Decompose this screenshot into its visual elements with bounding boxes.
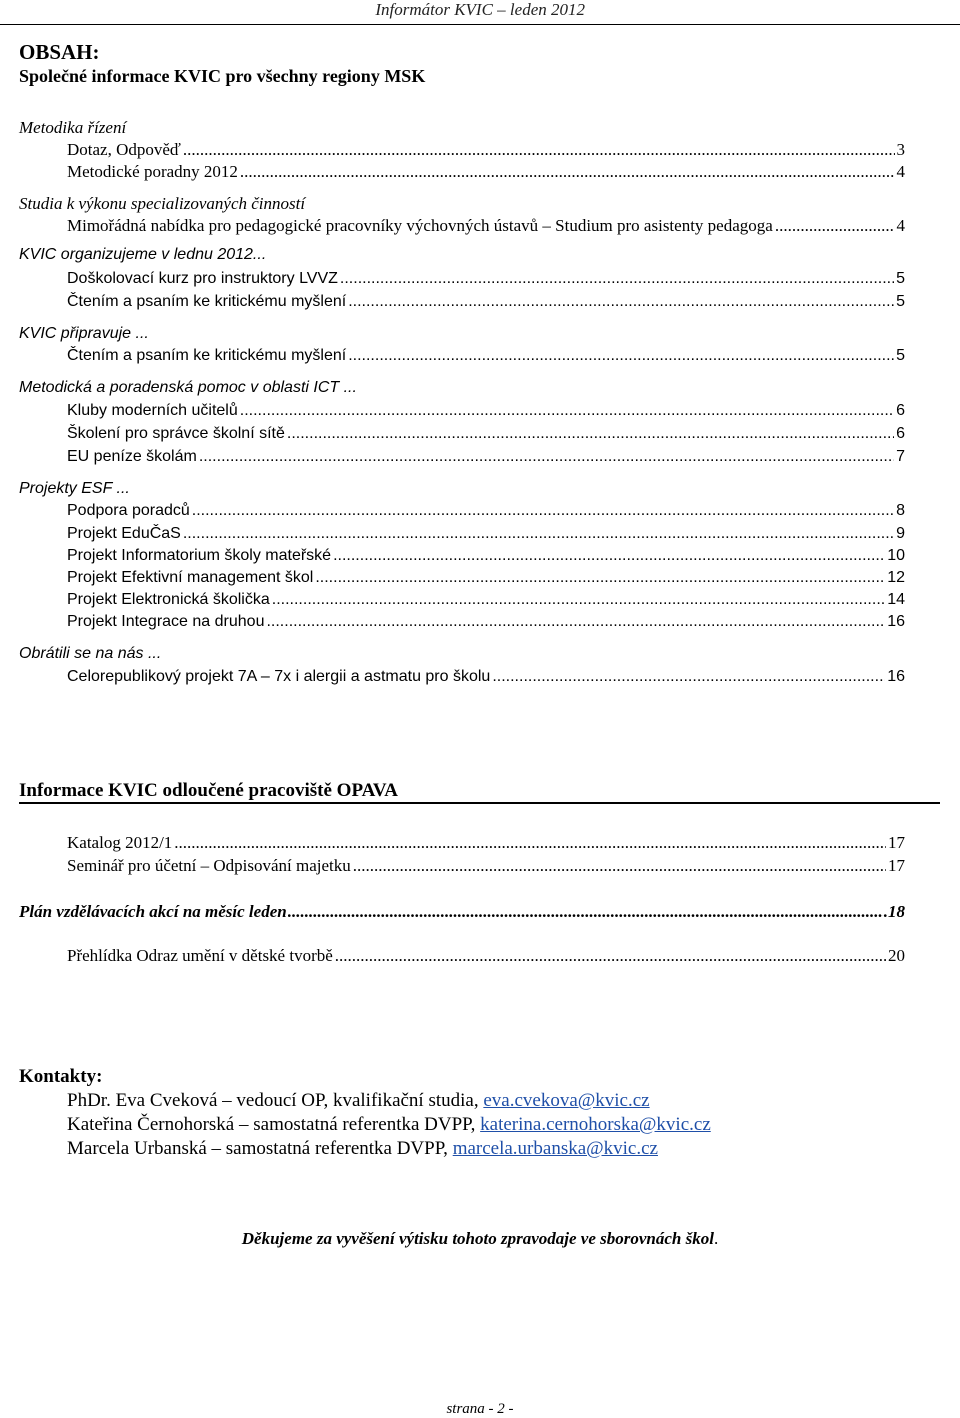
toc-entry-label: Čtením a psaním ke kritickému myšlení [67, 293, 347, 310]
toc-group-title: KVIC organizujeme v lednu 2012... [19, 246, 267, 263]
opava-section-title: Informace KVIC odloučené pracoviště OPAVA [19, 780, 398, 801]
toc-entry-label: EU peníze školám [67, 448, 197, 465]
toc-leader [240, 402, 894, 420]
toc-entry[interactable] [67, 140, 905, 160]
toc-entry-page: 14 [887, 591, 905, 608]
toc-leader [340, 270, 894, 288]
toc-entry-label: Přehlídka Odraz umění v dětské tvorbě [67, 946, 333, 965]
toc-entry[interactable] [67, 668, 905, 686]
toc-entry-page: 8 [896, 502, 905, 519]
toc-entry-label: Kluby moderních učitelů [67, 402, 238, 419]
toc-leader [287, 425, 894, 443]
toc-leader [199, 448, 894, 466]
toc-entry-page: 5 [896, 347, 905, 364]
toc-entry-label: Čtením a psaním ke kritickému myšlení [67, 347, 347, 364]
toc-entry-page: 5 [896, 293, 905, 310]
toc-entry-label: Metodické poradny 2012 [67, 162, 238, 181]
toc-entry-page: 17 [888, 856, 905, 875]
toc-leader [348, 293, 894, 311]
toc-entry-page: 4 [896, 162, 905, 181]
toc-entry-label: Projekt Efektivní management škol [67, 569, 314, 586]
toc-entry-page: 3 [896, 140, 905, 159]
thanks-note [0, 1229, 960, 1249]
toc-entry[interactable] [67, 347, 905, 365]
toc-leader [240, 162, 895, 182]
toc-entry[interactable] [67, 547, 905, 565]
contacts-title: Kontakty: [19, 1066, 103, 1087]
toc-entry-page: 7 [896, 448, 905, 465]
toc-leader [775, 216, 895, 236]
toc-entry-label: Seminář pro účetní – Odpisování majetku [67, 856, 351, 875]
toc-entry-label: Projekt Integrace na druhou [67, 613, 265, 630]
toc-entry[interactable] [67, 856, 905, 876]
toc-leader [174, 833, 886, 853]
toc-leader [353, 856, 886, 876]
thanks-period: . [713, 1229, 719, 1248]
toc-entry-page: 5 [896, 270, 905, 287]
toc-entry-page: 10 [887, 547, 905, 564]
toc-group-title: Metodická a poradenská pomoc v oblasti ICT ... [19, 379, 357, 396]
toc-entry[interactable] [67, 425, 905, 443]
opava-title-underline [19, 802, 940, 804]
toc-entry-page: 16 [887, 613, 905, 630]
toc-entry-label: Doškolovací kurz pro instruktory LVVZ [67, 270, 338, 287]
toc-entry[interactable] [67, 293, 905, 311]
toc-entry-page: 16 [887, 668, 905, 685]
toc-section-title: Společné informace KVIC pro všechny regiony MSK [19, 66, 426, 86]
running-header: Informátor KVIC – leden 2012 [375, 0, 585, 19]
toc-group-title: Metodika řízení [19, 118, 127, 137]
toc-group-title: Obrátili se na nás ... [19, 645, 162, 662]
toc-entry[interactable] [67, 502, 905, 520]
plan-entry[interactable] [19, 902, 905, 922]
contact-text: PhDr. Eva Cveková – vedoucí OP, kvalifikační studia, [67, 1090, 479, 1111]
toc-entry[interactable] [67, 402, 905, 420]
toc-leader [315, 569, 885, 587]
toc-leader [492, 668, 885, 686]
toc-heading: OBSAH: [19, 40, 100, 64]
toc-group-title: KVIC připravuje ... [19, 325, 149, 342]
toc-group-title: Projekty ESF ... [19, 480, 130, 497]
toc-entry-label: Školení pro správce školní sítě [67, 425, 285, 442]
toc-entry[interactable] [67, 162, 905, 182]
toc-leader [348, 347, 894, 365]
toc-leader [183, 140, 895, 160]
toc-entry-page: 12 [887, 569, 905, 586]
contact-email-link[interactable]: marcela.urbanska@kvic.cz [452, 1138, 658, 1159]
toc-entry-label: Podpora poradců [67, 502, 190, 519]
toc-entry-label: Katalog 2012/1 [67, 833, 173, 852]
toc-entry[interactable] [67, 613, 905, 631]
plan-entry-page: .18 [883, 902, 905, 921]
toc-entry-page: 6 [896, 402, 905, 419]
toc-entry-label: Projekt Informatorium školy mateřské [67, 547, 332, 564]
plan-entry-label: Plán vzdělávacích akcí na měsíc leden [19, 902, 287, 921]
toc-entry[interactable] [67, 448, 905, 466]
contact-line [67, 1090, 650, 1112]
toc-leader [335, 946, 886, 966]
toc-entry-label: Projekt EduČaS [67, 525, 181, 542]
toc-leader [333, 547, 885, 565]
toc-entry[interactable] [67, 216, 905, 236]
toc-group-title: Studia k výkonu specializovaných činností [19, 194, 306, 213]
toc-entry-page: 20 [888, 946, 905, 965]
toc-entry[interactable] [67, 270, 905, 288]
contact-text: Kateřina Černohorská – samostatná referentka DVPP, [67, 1114, 476, 1135]
toc-leader [288, 902, 883, 922]
contact-email-link[interactable]: katerina.cernohorska@kvic.cz [480, 1114, 711, 1135]
page-number: strana - 2 - [446, 1401, 514, 1417]
toc-entry[interactable] [67, 946, 905, 966]
toc-leader [266, 613, 885, 631]
toc-entry[interactable] [67, 569, 905, 587]
contact-text: Marcela Urbanská – samostatná referentka DVPP, [67, 1138, 448, 1159]
header-divider [0, 24, 960, 25]
toc-leader [192, 502, 894, 520]
toc-leader [183, 525, 894, 543]
toc-entry-label: Dotaz, Odpověď [67, 140, 181, 159]
thanks-text: Děkujeme za vyvěšení výtisku tohoto zpravodaje ve sborovnách škol [241, 1229, 714, 1248]
toc-entry[interactable] [67, 833, 905, 853]
contact-email-link[interactable]: eva.cvekova@kvic.cz [483, 1090, 650, 1111]
toc-leader [272, 591, 885, 609]
toc-entry-label: Mimořádná nabídka pro pedagogické pracovníky výchovných ústavů – Studium pro asistenty pedagoga [67, 216, 773, 235]
toc-entry[interactable] [67, 591, 905, 609]
toc-entry-page: 6 [896, 425, 905, 442]
contact-line [67, 1114, 711, 1136]
toc-entry-label: Celorepublikový projekt 7A – 7x i alergii a astmatu pro školu [67, 668, 491, 685]
contact-line [67, 1138, 658, 1160]
toc-entry-page: 9 [896, 525, 905, 542]
toc-entry[interactable] [67, 525, 905, 543]
toc-entry-page: 17 [888, 833, 905, 852]
toc-entry-label: Projekt Elektronická školička [67, 591, 270, 608]
toc-entry-page: 4 [896, 216, 905, 235]
